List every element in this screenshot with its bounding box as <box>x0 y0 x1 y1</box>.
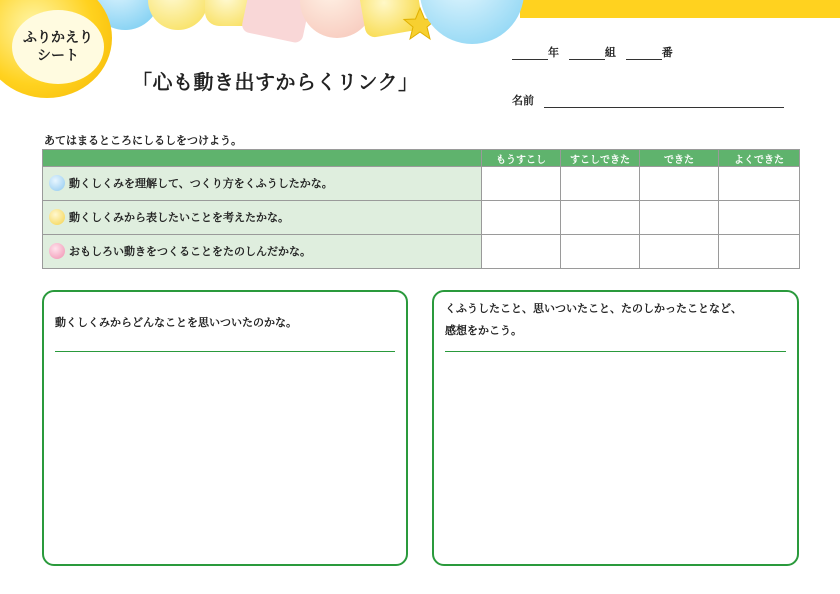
check-cell[interactable] <box>719 201 800 235</box>
check-cell[interactable] <box>482 167 561 201</box>
check-cell[interactable] <box>482 235 561 269</box>
header-yokudekita: よくできた <box>719 150 800 167</box>
question-cell <box>43 167 482 201</box>
page-title: 「心も動き出すからくリンク」 <box>132 70 419 94</box>
self-check-table <box>42 149 800 269</box>
number-label: 番 <box>661 46 673 59</box>
table-header-row <box>43 150 800 167</box>
prompt-line: 感想をかこう。 <box>445 324 522 337</box>
blue-character-icon <box>49 175 65 191</box>
number-field[interactable] <box>626 47 662 60</box>
check-cell[interactable] <box>482 201 561 235</box>
table-row <box>43 235 800 269</box>
badge-line2: シート <box>37 48 79 64</box>
sheet-badge <box>0 0 112 98</box>
check-cell[interactable] <box>640 201 719 235</box>
check-cell[interactable] <box>640 235 719 269</box>
check-cell[interactable] <box>561 235 640 269</box>
header-dekita: できた <box>640 150 719 167</box>
header-mousukoshi: もうすこし <box>482 150 561 167</box>
question-text: おもしろい動きをつくることをたのしんだかな。 <box>69 245 311 258</box>
name-field[interactable] <box>544 95 784 108</box>
reflection-box-right[interactable] <box>432 290 799 566</box>
check-cell[interactable] <box>719 167 800 201</box>
question-cell <box>43 201 482 235</box>
prompt-line: 動くしくみからどんなことを思いついたのかな。 <box>55 316 297 329</box>
year-label: 年 <box>548 46 559 59</box>
yellow-character-icon <box>49 209 65 225</box>
question-cell <box>43 235 482 269</box>
prompt-line: くふうしたこと、思いついたこと、たのしかったことなど、 <box>445 302 742 315</box>
header-blank <box>43 150 482 167</box>
reflection-box-left[interactable] <box>42 290 408 566</box>
prompt-underline <box>445 351 786 352</box>
question-text: 動くしくみを理解して、つくり方をくふうしたかな。 <box>69 177 333 190</box>
table-row <box>43 201 800 235</box>
check-cell[interactable] <box>561 167 640 201</box>
check-cell[interactable] <box>561 201 640 235</box>
question-text: 動くしくみから表したいことを考えたかな。 <box>69 211 289 224</box>
top-stripe <box>520 0 840 18</box>
badge-line1: ふりかえり <box>23 30 93 46</box>
year-field[interactable] <box>512 47 548 60</box>
class-field[interactable] <box>569 47 605 60</box>
class-info <box>512 44 673 60</box>
class-label: 組 <box>604 46 616 59</box>
reflection-prompt-right <box>445 298 742 342</box>
instruction-text: あてはまるところにしるしをつけよう。 <box>44 134 242 147</box>
header-sukoshidekita: すこしできた <box>561 150 640 167</box>
name-label: 名前 <box>512 94 534 107</box>
pink-character-icon <box>49 243 65 259</box>
prompt-underline <box>55 351 395 352</box>
table-row <box>43 167 800 201</box>
check-cell[interactable] <box>640 167 719 201</box>
reflection-prompt-left <box>55 312 297 334</box>
check-cell[interactable] <box>719 235 800 269</box>
decorative-yellow-bubble <box>148 0 208 30</box>
name-info <box>512 92 784 108</box>
